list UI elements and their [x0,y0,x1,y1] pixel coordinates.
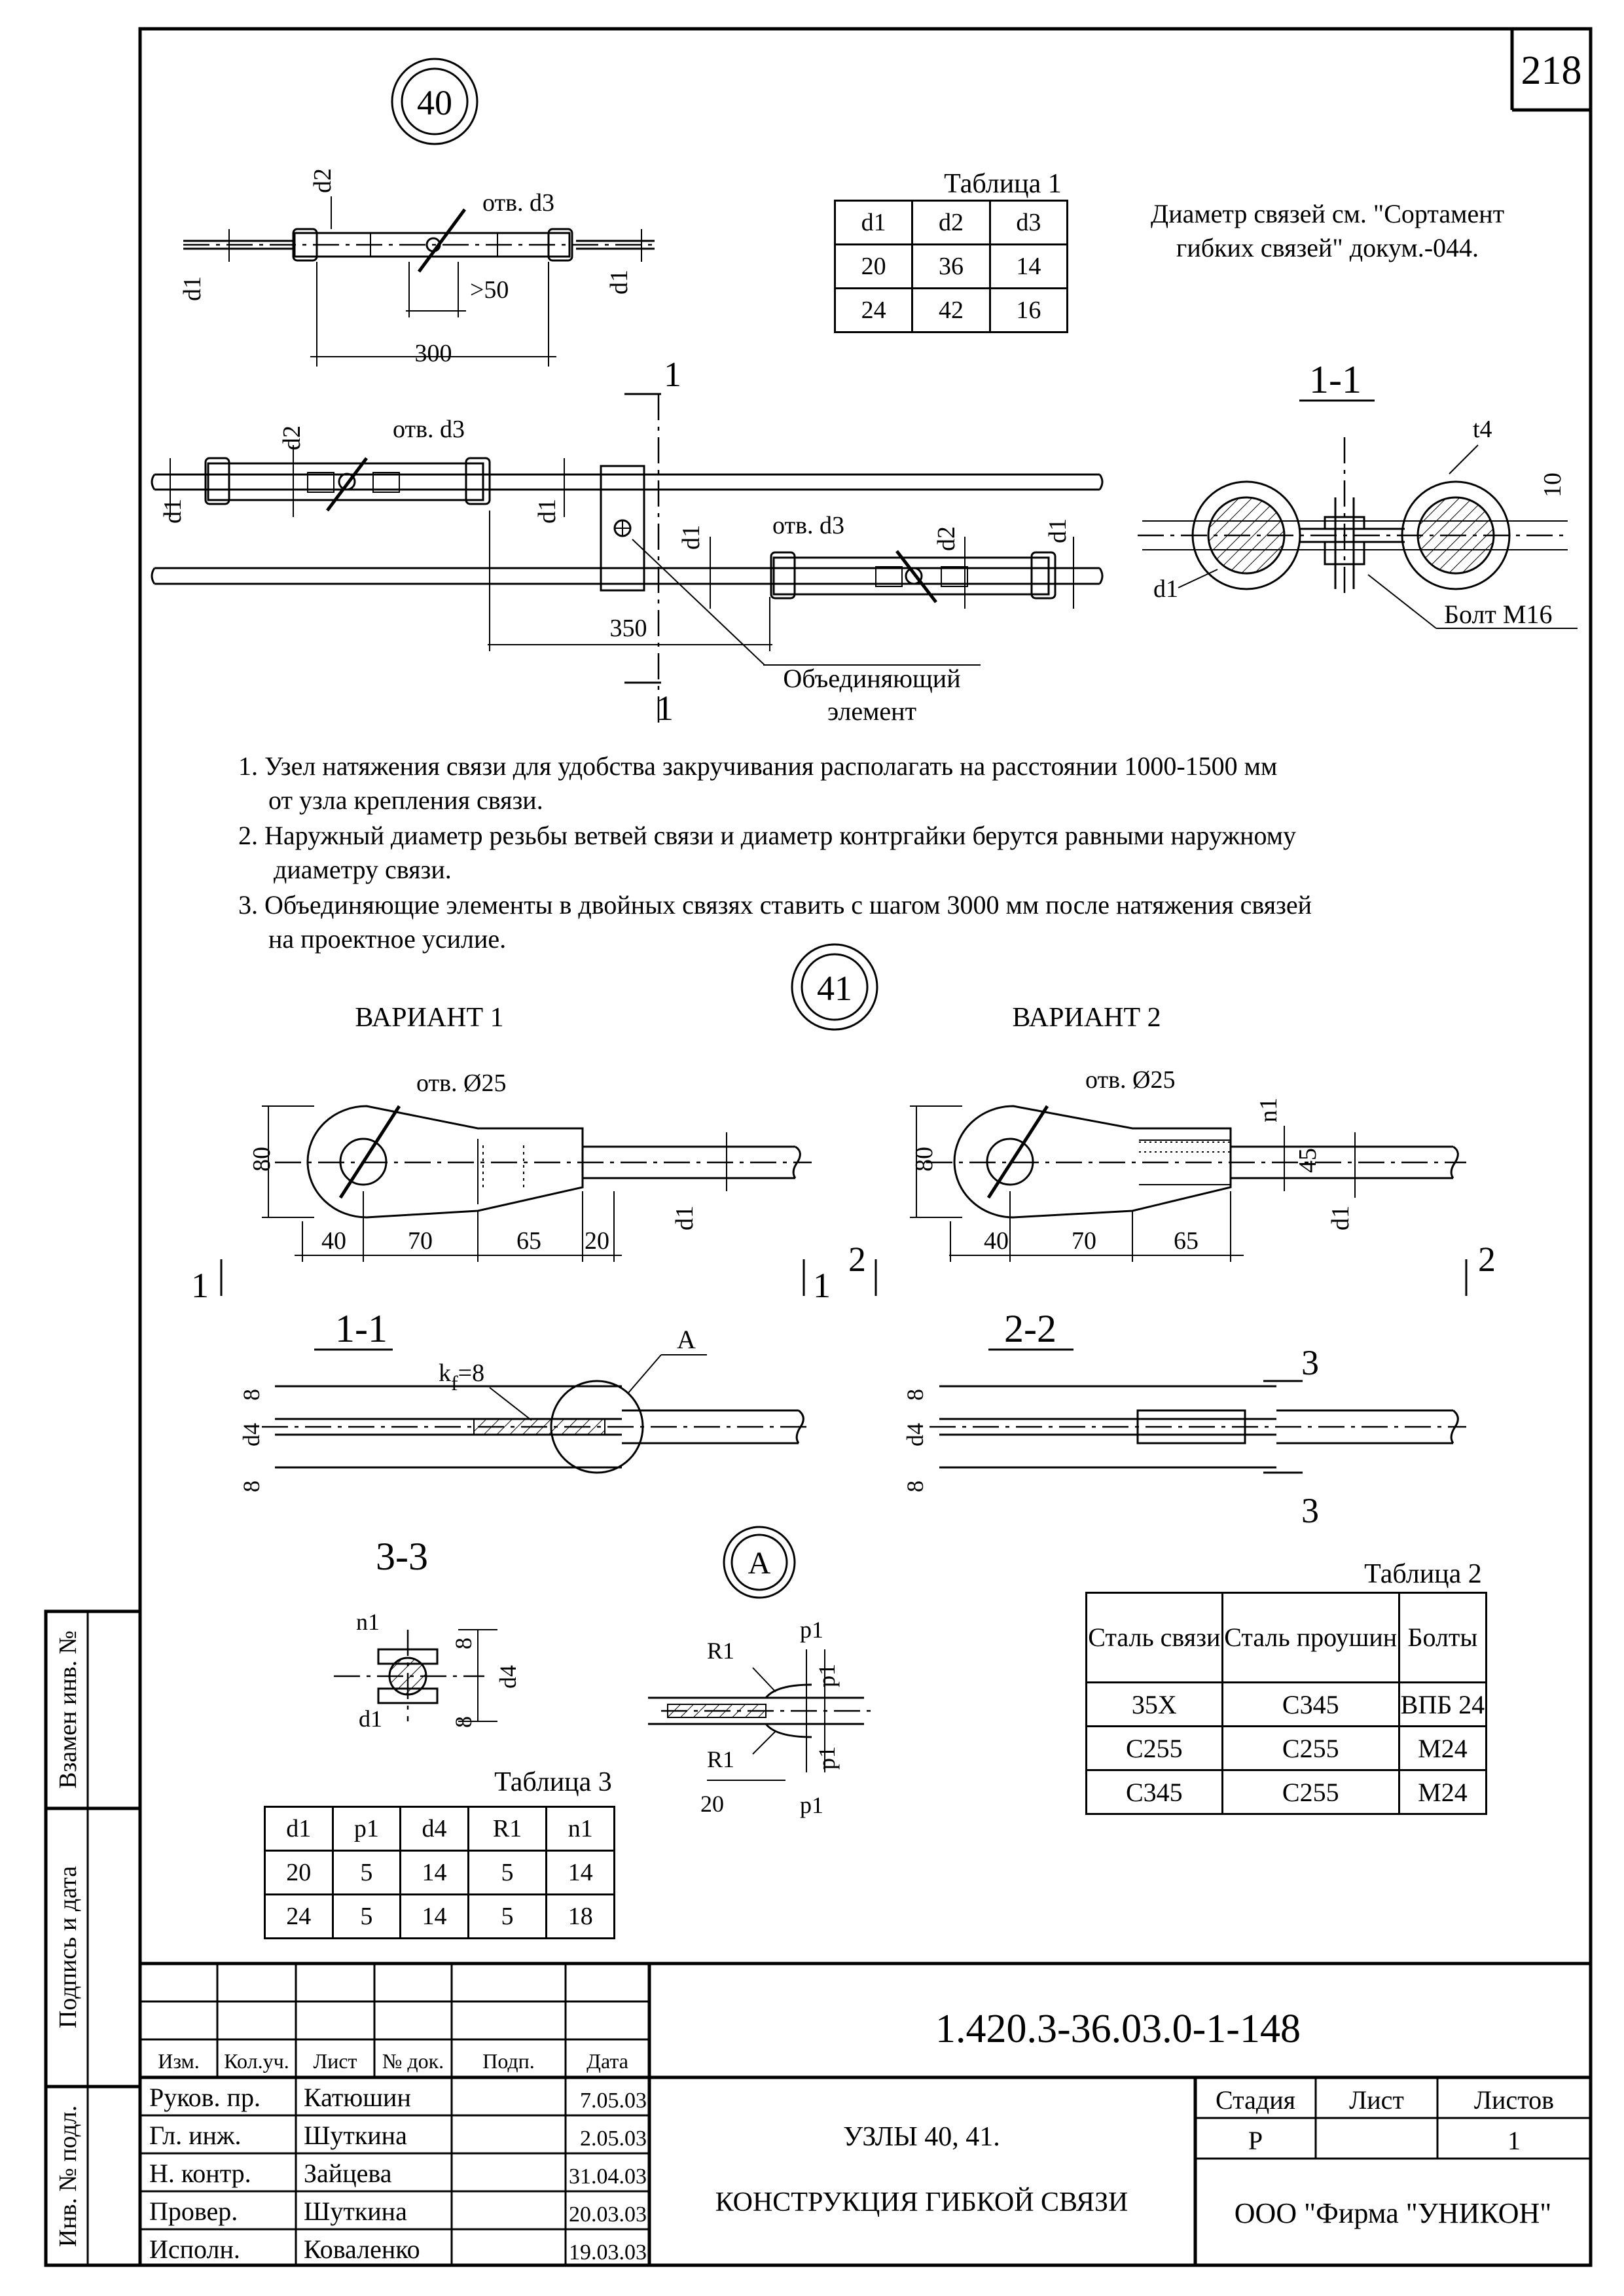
variant-1-hole: отв. Ø25 [416,1069,507,1097]
doc-code: 1.420.3-36.03.0-1-148 [935,2007,1301,2051]
table-3-cell: 20 [265,1851,333,1895]
section-1-1-d1: d1 [1153,575,1178,603]
table-3-row [265,1851,615,1895]
section-1-mark-top: 1 [664,355,681,394]
signer-date: 31.04.03 [569,2164,647,2189]
signer-role: Исполн. [149,2234,240,2264]
section-1-1-d4: d4 [238,1423,264,1446]
section-1-mark-bottom: 1 [656,689,674,728]
section-3-3-eight-bottom: 8 [450,1716,477,1728]
table-2-header-row [1087,1593,1487,1683]
node-41-label: 41 [817,969,852,1008]
section-3-3-n1: n1 [356,1609,380,1635]
lower-bar-d1: d1 [677,525,705,550]
signer-date: 7.05.03 [580,2089,647,2113]
signer-date: 2.05.03 [580,2126,647,2151]
table-1-cell: 36 [912,245,990,289]
section-1-1-10: 10 [1539,473,1566,497]
title-line-2: КОНСТРУКЦИЯ ГИБКОЙ СВЯЗИ [715,2187,1128,2217]
table-2-header-cell: Сталь связи [1087,1593,1223,1683]
note-3: 3. Объединяющие элементы в двойных связях ставить с шагом 3000 мм после натяжения связей [238,890,1312,920]
section-3-3-eight-top: 8 [450,1638,477,1649]
table-1-cell: 16 [990,289,1067,332]
stage-value: Р [1248,2126,1263,2155]
variant-1-eye-plate [221,1106,812,1296]
table-3-cell: 5 [333,1851,401,1895]
node-40-top-d2: d2 [309,168,336,193]
table-2 [1085,1592,1487,1815]
sheets-label: Листов [1473,2085,1555,2115]
note-1: 1. Узел натяжения связи для удобства закручивания располагать на расстоянии 1000-1500 мм [238,751,1278,781]
node-41-section-2-2 [929,1350,1466,1473]
table-3-header-cell: R1 [468,1807,547,1851]
table-3-cell: 24 [265,1895,333,1939]
section-2-2-mark-top: 3 [1301,1343,1319,1382]
signer-role: Руков. пр. [149,2083,261,2112]
table2-title: Таблица 2 [1364,1559,1482,1589]
signer-name: Зайцева [304,2159,392,2188]
variant-1-dim-40: 40 [321,1227,346,1255]
side-stamp-replace-inv: Взамен инв. № [54,1630,82,1789]
detail-a-drawing [648,1649,877,1780]
table-2-cell: С345 [1222,1683,1399,1727]
table-3-header-cell: n1 [547,1807,615,1851]
table-3-cell: 14 [547,1851,615,1895]
upper-bar-hole: отв. d3 [393,416,465,443]
node-40-section-1-1 [1138,401,1578,628]
variant-2-eye-plate [876,1106,1466,1296]
table-1-header-cell: d2 [912,201,990,245]
variant-2-n1: n1 [1255,1098,1282,1122]
kf-subscript: f [451,1371,458,1395]
note-3-cont: на проектное усилие. [268,924,507,954]
sheet-label: Лист [1349,2085,1404,2115]
variant-2-hole: отв. Ø25 [1085,1066,1176,1094]
signer-name: Катюшин [304,2083,411,2112]
variant-2-80: 80 [911,1147,938,1172]
table-3 [264,1806,615,1939]
detail-a-r1-bottom: R1 [707,1746,735,1772]
variant-1-dim-70: 70 [408,1227,433,1255]
variant-1-dim-65: 65 [516,1227,541,1255]
side-stamp-signature-date: Подпись и дата [54,1865,82,2029]
node-40-top-d1-right: d1 [605,270,633,295]
detail-a-20: 20 [700,1791,724,1817]
note-2-cont: диаметру связи. [274,855,452,884]
table-1-cell: 14 [990,245,1067,289]
node-40-top-d1-left: d1 [179,276,206,301]
detail-a-ref: A [677,1325,696,1354]
section-3-3-d1: d1 [359,1706,382,1732]
signer-role: Гл. инж. [149,2121,242,2150]
variant-1-80: 80 [248,1147,276,1172]
variant-2-dim-65: 65 [1174,1227,1199,1255]
signer-name: Шуткина [304,2121,407,2150]
joining-element-line2: элемент [827,696,917,726]
col-sign: Подп. [482,2049,535,2073]
section-1-1-eight-top: 8 [238,1389,264,1401]
table-2-cell: М24 [1399,1727,1486,1770]
node-41-section-1-1 [262,1350,812,1473]
variant-2-dim-40: 40 [984,1227,1009,1255]
section-1-1-eight-bottom: 8 [238,1480,264,1492]
lower-bar-d2: d2 [933,526,960,551]
col-date: Дата [586,2049,628,2073]
node-40-label: 40 [417,83,452,122]
section-1-1-t4: t4 [1473,416,1492,443]
lower-bar-d1-right: d1 [1044,518,1072,543]
kf-label [439,1359,484,1395]
sheets-value: 1 [1507,2126,1521,2155]
node-40-top-gt50: >50 [470,276,509,304]
kf-value: =8 [458,1359,485,1387]
table-3-cell: 14 [401,1895,469,1939]
table-2-header-cell: Сталь проушин [1222,1593,1399,1683]
upper-bar-d1-right: d1 [533,499,561,524]
table-3-cell: 14 [401,1851,469,1895]
table-2-row [1087,1770,1487,1814]
variant-1-d1: d1 [671,1206,698,1230]
section-2-2-eight-top: 8 [902,1389,928,1401]
variant-1-mark-right: 1 [813,1266,831,1305]
table-3-header-cell: p1 [333,1807,401,1851]
table-3-header-cell: d4 [401,1807,469,1851]
detail-a-p1-top: p1 [800,1617,823,1643]
table3-title: Таблица 3 [494,1767,612,1797]
table-2-header-cell: Болты [1399,1593,1486,1683]
table-3-header-row [265,1807,615,1851]
signers [149,2083,647,2265]
section-2-2-mark-bottom: 3 [1301,1491,1319,1530]
variant-2-dim-70: 70 [1072,1227,1096,1255]
variant-1-mark-left: 1 [191,1266,209,1305]
section-3-3-d4: d4 [495,1665,521,1689]
node-41-section-1-1-title: 1-1 [335,1307,388,1350]
table-1-cell: 20 [835,245,912,289]
col-doc: № док. [382,2049,444,2073]
detail-a-p1-vert-bottom: p1 [814,1746,840,1770]
table-2-row [1087,1683,1487,1727]
organization: ООО "Фирма "УНИКОН" [1234,2197,1552,2229]
variant-2-mark-left: 2 [848,1240,866,1279]
dim-350: 350 [609,615,647,642]
table-2-cell: М24 [1399,1770,1486,1814]
table-2-cell: С255 [1087,1727,1223,1770]
table-3-cell: 5 [333,1895,401,1939]
signer-date: 20.03.03 [569,2202,647,2227]
note-2: 2. Наружный диаметр резьбы ветвей связи и диаметр контргайки берутся равными наружному [238,821,1297,850]
detail-a-r1-top: R1 [707,1638,735,1664]
table-1-row [835,289,1068,332]
joining-element-line1: Объединяющий [783,664,961,693]
table-1-header-cell: d1 [835,201,912,245]
note-1-cont: от узла крепления связи. [268,785,543,815]
signer-role: Н. контр. [149,2159,251,2188]
section-1-1-bolt: Болт М16 [1444,600,1553,629]
table-1-cell: 24 [835,289,912,332]
node-40-top-hole: отв. d3 [482,189,555,217]
title-line-1: УЗЛЫ 40, 41. [843,2122,1000,2152]
node-40-upper-bar [152,445,1102,517]
signer-date: 19.03.03 [569,2240,647,2265]
table-2-cell: С255 [1222,1727,1399,1770]
table-1-header-cell: d3 [990,201,1067,245]
lower-bar-hole: отв. d3 [772,512,845,539]
page-number: 218 [1521,48,1582,93]
diameter-note-line1: Диаметр связей см. "Сортамент [1150,199,1505,228]
node-40-section-title: 1-1 [1309,358,1362,401]
variant-1-dim-20: 20 [585,1227,609,1255]
variant-1-title: ВАРИАНТ 1 [355,1003,504,1033]
table-3-cell: 5 [468,1851,547,1895]
table1-title: Таблица 1 [944,169,1062,199]
signer-role: Провер. [149,2197,238,2226]
kf-symbol: k [439,1359,451,1387]
variant-2-45: 45 [1294,1148,1322,1173]
node-41-section-2-2-title: 2-2 [1004,1307,1056,1350]
signer-name: Шуткина [304,2197,407,2226]
section-1-marks [624,394,661,725]
table-2-cell: С255 [1222,1770,1399,1814]
table-3-cell: 5 [468,1895,547,1939]
detail-a-p1-vert-top: p1 [814,1664,840,1687]
table-2-cell: С345 [1087,1770,1223,1814]
variant-2-d1: d1 [1327,1206,1354,1230]
table-2-cell: 35Х [1087,1683,1223,1727]
table-2-cell: ВПБ 24 [1399,1683,1486,1727]
table-1-header-row [835,201,1068,245]
variant-2-title: ВАРИАНТ 2 [1012,1003,1161,1033]
node-40-top-300: 300 [414,340,452,367]
table-1-cell: 42 [912,289,990,332]
side-stamp-original-inv: Инв. № подл. [54,2105,82,2248]
section-2-2-eight-bottom: 8 [902,1480,928,1492]
table-3-header-cell: d1 [265,1807,333,1851]
table-3-row [265,1895,615,1939]
table-3-cell: 18 [547,1895,615,1939]
node-41-section-3-3-title: 3-3 [376,1535,428,1578]
col-izm: Изм. [158,2049,200,2073]
upper-bar-d2: d2 [278,425,306,450]
stage-label: Стадия [1215,2085,1296,2115]
section-2-2-d4: d4 [902,1423,928,1446]
upper-bar-d1-left: d1 [159,499,187,524]
diameter-note-line2: гибких связей" докум.-044. [1176,233,1479,262]
signer-name: Коваленко [304,2234,420,2264]
table-1 [834,200,1068,333]
table-1-row [835,245,1068,289]
table-2-row [1087,1727,1487,1770]
col-list: Лист [313,2049,357,2073]
variant-2-mark-right: 2 [1478,1240,1496,1279]
detail-a-label: A [748,1546,771,1581]
detail-a-p1-bottom: p1 [800,1792,823,1818]
col-kol: Кол.уч. [224,2049,289,2073]
